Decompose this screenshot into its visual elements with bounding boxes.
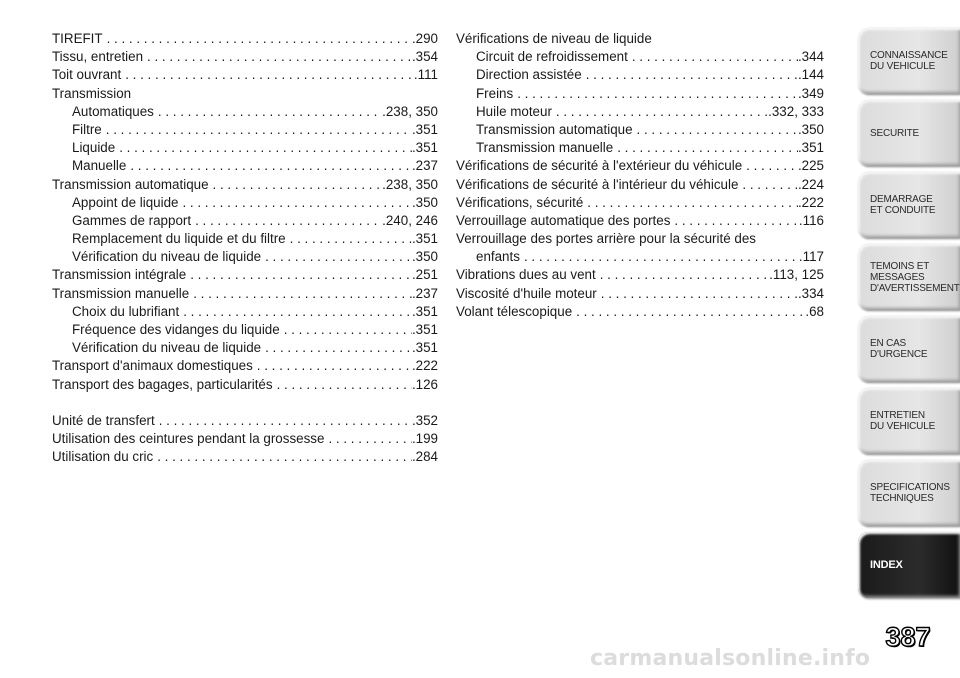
index-subentry: Vérification du niveau de liquide . . . .350 (52, 248, 438, 266)
index-entry: Transmission intégrale . . . .251 (52, 266, 438, 284)
index-entry: Utilisation du cric . . . .284 (52, 448, 438, 466)
index-entry: Toit ouvrant . . . .111 (52, 66, 438, 84)
page-number: 387 (885, 622, 931, 652)
section-tabs (858, 28, 960, 604)
index-heading: Verrouillage des portes arrière pour la sécurité des (456, 231, 756, 247)
index-subentry: Freins . . . .349 (456, 85, 824, 103)
index-entry: Vérifications de sécurité à l'extérieur du véhicule . . . .225 (456, 157, 824, 175)
index-entry: Tissu, entretien . . . .354 (52, 48, 438, 66)
index-subentry: Choix du lubrifiant . . . .351 (52, 303, 438, 321)
tab-en-cas-durgence[interactable]: EN CAS D'URGENCE (858, 316, 960, 382)
index-subentry: Direction assistée . . . .144 (456, 66, 824, 84)
index-entry: Vibrations dues au vent . . . .113, 125 (456, 266, 824, 284)
index-heading: Vérifications de niveau de liquide (456, 31, 652, 46)
index-heading: Transmission (52, 85, 132, 101)
index-column-left (52, 30, 438, 466)
index-entry: Volant télescopique . . . .68 (456, 303, 824, 321)
tab-demarrage-et-conduite[interactable]: DEMARRAGE ET CONDUITE (858, 172, 960, 238)
index-subentry: Appoint de liquide . . . .350 (52, 194, 438, 212)
index-subentry: Manuelle . . . .237 (52, 157, 438, 175)
index-subentry: Circuit de refroidissement . . . .344 (456, 48, 824, 66)
index-entry: Transmission manuelle . . . .237 (52, 285, 438, 303)
index-entry: Transport d'animaux domestiques . . . .222 (52, 357, 438, 375)
index-subentry: enfants . . . .117 (456, 248, 824, 266)
index-subentry: Gammes de rapport . . . .240, 246 (52, 212, 438, 230)
tab-index[interactable]: INDEX (858, 532, 960, 598)
index-entry: Unité de transfert . . . .352 (52, 412, 438, 430)
index-entry: Vérifications, sécurité . . . .222 (456, 194, 824, 212)
index-subentry: Remplacement du liquide et du filtre . . . .351 (52, 230, 438, 248)
index-column-right (456, 30, 824, 321)
index-entry: Utilisation des ceintures pendant la grossesse . . . .199 (52, 430, 438, 448)
index-subentry: Transmission manuelle . . . .351 (456, 139, 824, 157)
index-entry: TIREFIT . . . .290 (52, 30, 438, 48)
index-entry: Vérifications de sécurité à l'intérieur du véhicule . . . .224 (456, 176, 824, 194)
index-subentry: Huile moteur . . . .332, 333 (456, 103, 824, 121)
index-subentry: Transmission automatique . . . .350 (456, 121, 824, 139)
index-subentry: Vérification du niveau de liquide . . . .351 (52, 339, 438, 357)
index-entry: Transmission automatique . . . .238, 350 (52, 176, 438, 194)
watermark-text: carmanualsonline.info (590, 646, 871, 671)
tab-connaissance-du-vehicule[interactable]: CONNAISSANCE DU VEHICULE (858, 28, 960, 94)
index-subentry: Fréquence des vidanges du liquide . . . .351 (52, 321, 438, 339)
index-subentry: Filtre . . . .351 (52, 121, 438, 139)
tab-temoins-et-messages[interactable]: TEMOINS ET MESSAGES D'AVERTISSEMENT (858, 244, 960, 310)
index-entry: Verrouillage automatique des portes . . . .116 (456, 212, 824, 230)
index-subentry: Liquide . . . .351 (52, 139, 438, 157)
tab-securite[interactable]: SECURITE (858, 100, 960, 166)
index-entry: Viscosité d'huile moteur . . . .334 (456, 285, 824, 303)
index-subentry: Automatiques . . . .238, 350 (52, 103, 438, 121)
tab-specifications-techniques[interactable]: SPECIFICATIONS TECHNIQUES (858, 460, 960, 526)
index-entry: Transport des bagages, particularités . . . .126 (52, 376, 438, 394)
tab-entretien-du-vehicule[interactable]: ENTRETIEN DU VEHICULE (858, 388, 960, 454)
